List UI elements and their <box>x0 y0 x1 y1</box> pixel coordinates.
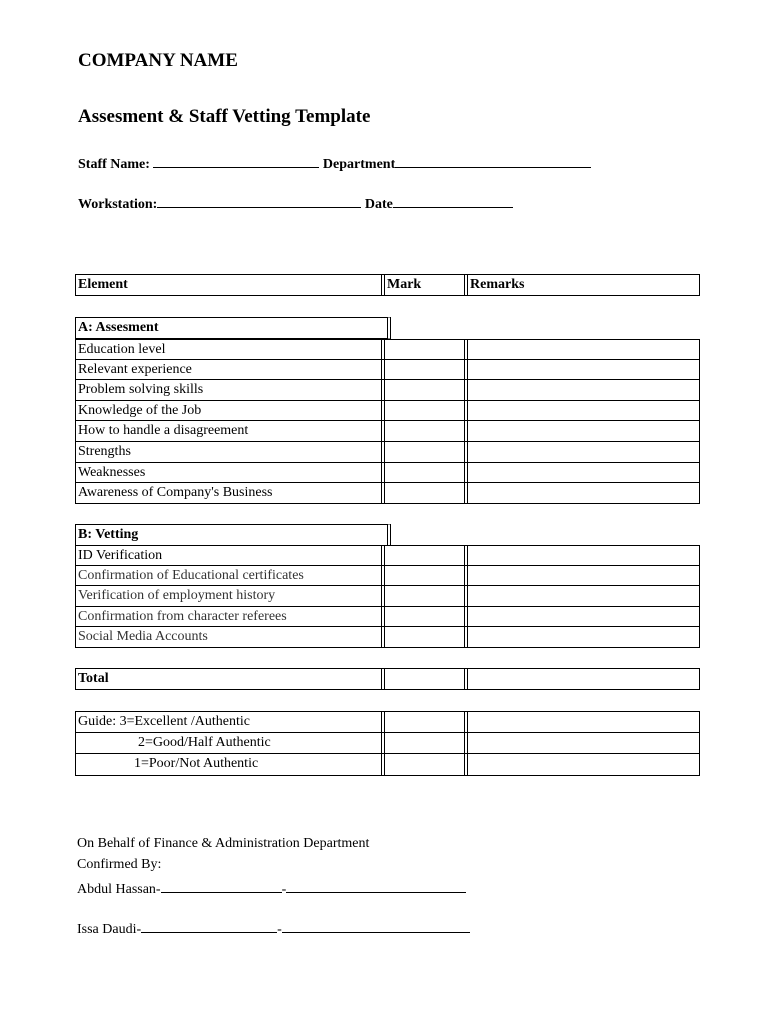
department-label: Department <box>322 157 396 172</box>
item-label: Knowledge of the Job <box>78 402 202 418</box>
guide-table <box>75 711 700 776</box>
remarks-cell[interactable] <box>464 566 699 586</box>
guide-remarks-cell <box>464 754 699 775</box>
company-name: COMPANY NAME <box>78 50 238 71</box>
section-b-title: B: Vetting <box>75 524 391 546</box>
remarks-cell[interactable] <box>464 421 699 441</box>
item-label: Strengths <box>78 443 131 459</box>
date-field[interactable] <box>393 193 513 208</box>
remarks-cell[interactable] <box>464 607 699 627</box>
remarks-header: Remarks <box>464 275 699 295</box>
workstation-label: Workstation: <box>78 197 158 212</box>
remarks-cell[interactable] <box>464 586 699 606</box>
signer-1-field-b[interactable] <box>286 878 466 893</box>
remarks-cell[interactable] <box>464 463 699 483</box>
department-field[interactable] <box>395 153 591 168</box>
remarks-cell[interactable] <box>464 442 699 462</box>
total-remarks-cell[interactable] <box>464 669 699 689</box>
workstation-field[interactable] <box>157 193 361 208</box>
item-label: Confirmation from character referees <box>78 608 287 624</box>
mark-cell[interactable] <box>381 442 464 462</box>
total-mark-cell[interactable] <box>381 669 464 689</box>
table-row <box>75 442 700 463</box>
table-row <box>75 545 700 566</box>
signer-2-field-b[interactable] <box>282 918 470 933</box>
table-row <box>75 627 700 648</box>
total-table <box>75 668 700 690</box>
table-row <box>75 483 700 504</box>
item-label: Awareness of Company's Business <box>78 485 273 501</box>
remarks-cell[interactable] <box>464 546 699 565</box>
table-row <box>75 421 700 442</box>
section-a-title: A: Assesment <box>75 317 391 339</box>
mark-cell[interactable] <box>381 340 464 359</box>
mark-cell[interactable] <box>381 546 464 565</box>
remarks-cell[interactable] <box>464 401 699 421</box>
column-header-table <box>75 274 700 296</box>
mark-cell[interactable] <box>381 421 464 441</box>
guide-remarks-cell <box>464 712 699 732</box>
column-header-row <box>75 274 700 296</box>
guide-text: 2=Good/Half Authentic <box>138 734 271 750</box>
remarks-cell[interactable] <box>464 340 699 359</box>
guide-row <box>75 711 700 733</box>
confirmed-by-text: Confirmed By: <box>77 857 162 872</box>
workstation-date-line <box>78 193 513 213</box>
table-row <box>75 463 700 484</box>
signer-2-line: Issa Daudi- - <box>77 918 470 938</box>
item-label: ID Verification <box>78 548 163 563</box>
staff-name-label: Staff Name: <box>78 157 150 172</box>
signer-1-name: Abdul Hassan- <box>77 882 161 897</box>
guide-row <box>75 733 700 755</box>
mark-cell[interactable] <box>381 627 464 647</box>
table-row <box>75 566 700 587</box>
guide-remarks-cell <box>464 733 699 754</box>
mark-cell[interactable] <box>381 566 464 586</box>
element-header: Element <box>78 277 128 292</box>
mark-cell[interactable] <box>381 483 464 503</box>
item-label: How to handle a disagreement <box>78 423 249 439</box>
remarks-cell[interactable] <box>464 627 699 647</box>
guide-mark-cell <box>381 712 464 732</box>
table-row <box>75 401 700 422</box>
guide-row <box>75 754 700 776</box>
signer-1-line: Abdul Hassan- - <box>77 878 466 898</box>
document-title: Assesment & Staff Vetting Template <box>78 106 371 127</box>
table-row <box>75 360 700 381</box>
mark-cell[interactable] <box>381 401 464 421</box>
table-row <box>75 339 700 360</box>
item-label: Verification of employment history <box>78 588 276 604</box>
table-row <box>75 380 700 401</box>
guide-mark-cell <box>381 754 464 775</box>
total-label: Total <box>78 671 109 686</box>
mark-cell[interactable] <box>381 586 464 606</box>
remarks-cell[interactable] <box>464 380 699 400</box>
mark-cell[interactable] <box>381 463 464 483</box>
item-label: Social Media Accounts <box>78 629 208 645</box>
section-b-table <box>75 545 700 648</box>
guide-mark-cell <box>381 733 464 754</box>
signer-1-field-a[interactable] <box>161 878 282 893</box>
total-row <box>75 668 700 690</box>
section-a-table <box>75 339 700 504</box>
mark-cell[interactable] <box>381 360 464 380</box>
table-row <box>75 607 700 628</box>
item-label: Problem solving skills <box>78 382 204 398</box>
mark-cell[interactable] <box>381 380 464 400</box>
item-label: Confirmation of Educational certificates <box>78 567 304 583</box>
staff-department-line <box>78 153 591 173</box>
guide-text: 1=Poor/Not Authentic <box>134 756 259 771</box>
signer-2-name: Issa Daudi- <box>77 922 142 937</box>
remarks-cell[interactable] <box>464 360 699 380</box>
staff-name-field[interactable] <box>153 153 319 168</box>
remarks-cell[interactable] <box>464 483 699 503</box>
date-label: Date <box>364 197 393 212</box>
item-label: Relevant experience <box>78 361 192 377</box>
signer-2-field-a[interactable] <box>141 918 277 933</box>
mark-cell[interactable] <box>381 607 464 627</box>
item-label: Education level <box>78 342 166 357</box>
behalf-text: On Behalf of Finance & Administration Department <box>77 836 370 851</box>
table-row <box>75 586 700 607</box>
item-label: Weaknesses <box>78 464 146 480</box>
mark-header: Mark <box>381 275 464 295</box>
guide-text: Guide: 3=Excellent /Authentic <box>78 714 250 729</box>
